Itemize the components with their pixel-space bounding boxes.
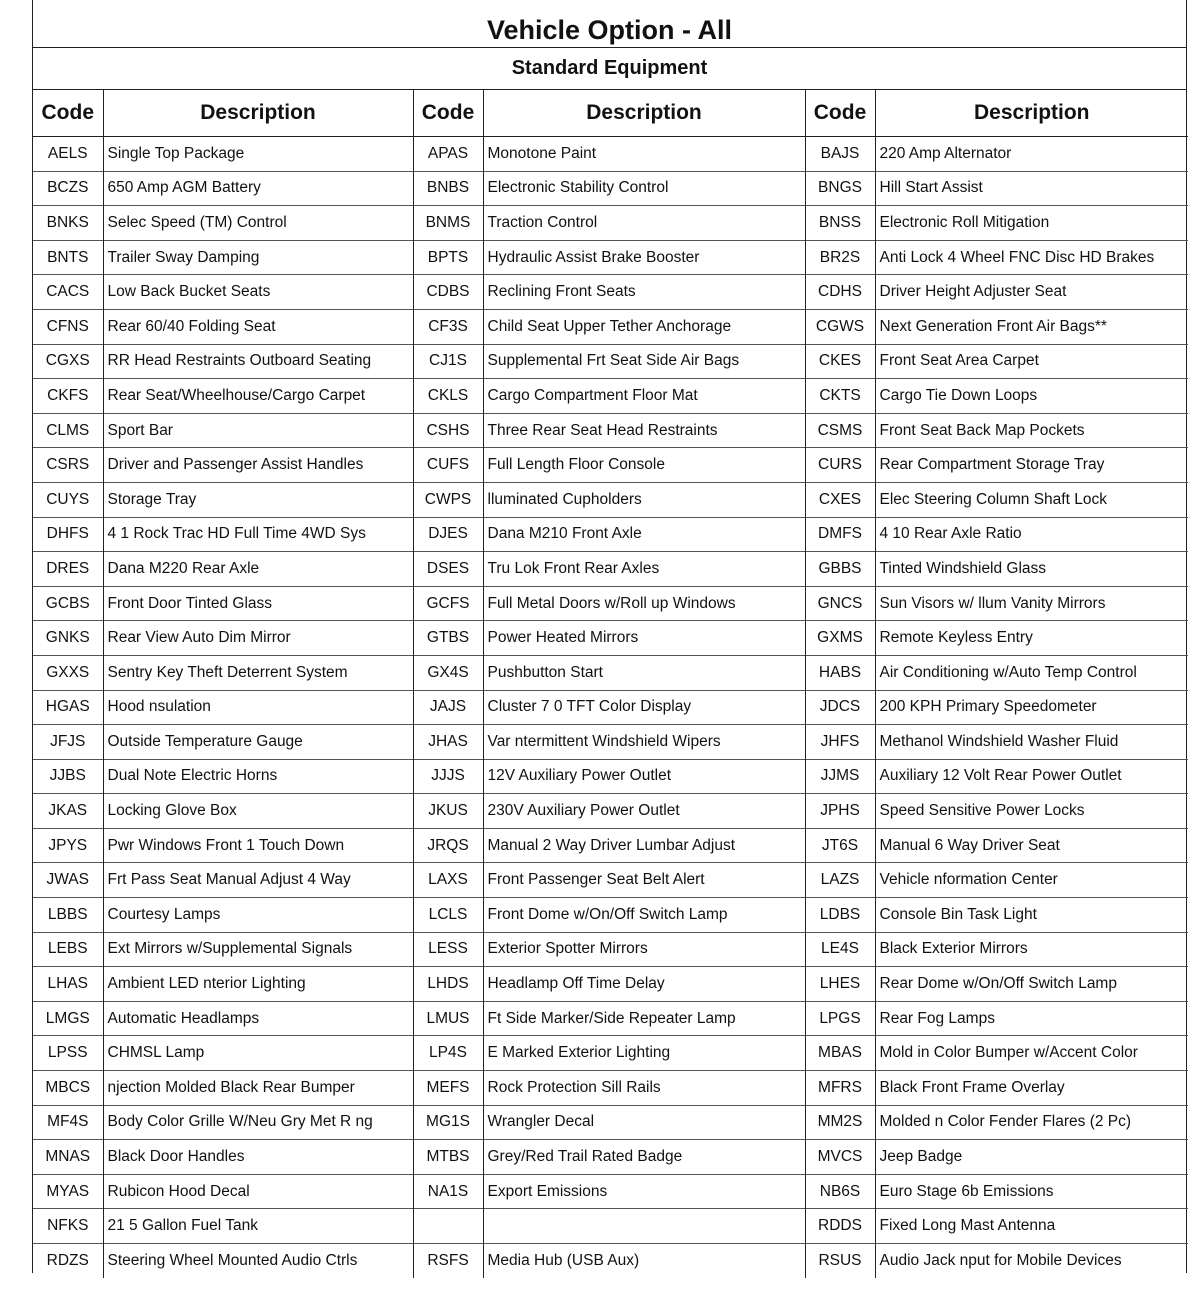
option-code: CGXS — [33, 344, 103, 379]
option-code: CXES — [805, 482, 875, 517]
option-code: LAZS — [805, 863, 875, 898]
option-code: LP4S — [413, 1036, 483, 1071]
option-code: JDCS — [805, 690, 875, 725]
option-code: HABS — [805, 655, 875, 690]
option-code: CFNS — [33, 309, 103, 344]
option-description: Ext Mirrors w/Supplemental Signals — [103, 932, 413, 967]
option-description: Export Emissions — [483, 1174, 805, 1209]
option-description: Tru Lok Front Rear Axles — [483, 552, 805, 587]
option-description: Driver and Passenger Assist Handles — [103, 448, 413, 483]
header-row — [33, 90, 1188, 137]
table-row — [33, 759, 1188, 794]
option-description: Headlamp Off Time Delay — [483, 967, 805, 1002]
option-description: Full Length Floor Console — [483, 448, 805, 483]
option-code: BNMS — [413, 206, 483, 241]
title-row — [33, 0, 1186, 48]
table-row — [33, 655, 1188, 690]
option-description: Black Exterior Mirrors — [875, 932, 1188, 967]
code-header: Code — [413, 90, 483, 137]
option-code: RSUS — [805, 1244, 875, 1278]
option-description: Media Hub (USB Aux) — [483, 1244, 805, 1278]
option-code: GCBS — [33, 586, 103, 621]
page-title: Vehicle Option - All — [486, 15, 733, 45]
option-description: Electronic Roll Mitigation — [875, 206, 1188, 241]
table-row — [33, 863, 1188, 898]
table-row — [33, 1071, 1188, 1106]
table-row — [33, 344, 1188, 379]
option-code: LMGS — [33, 1001, 103, 1036]
option-description: Rear Fog Lamps — [875, 1001, 1188, 1036]
table-row — [33, 171, 1188, 206]
option-description: Jeep Badge — [875, 1140, 1188, 1175]
option-description: Rear View Auto Dim Mirror — [103, 621, 413, 656]
table-row — [33, 932, 1188, 967]
option-description: Low Back Bucket Seats — [103, 275, 413, 310]
option-description: Speed Sensitive Power Locks — [875, 794, 1188, 829]
option-code: BR2S — [805, 240, 875, 275]
option-code: GCFS — [413, 586, 483, 621]
option-code: NFKS — [33, 1209, 103, 1244]
option-code: BNBS — [413, 171, 483, 206]
table-row — [33, 413, 1188, 448]
option-description: 4 10 Rear Axle Ratio — [875, 517, 1188, 552]
table-row — [33, 1209, 1188, 1244]
option-description: E Marked Exterior Lighting — [483, 1036, 805, 1071]
option-description: Wrangler Decal — [483, 1105, 805, 1140]
option-description — [483, 1209, 805, 1244]
option-description: Euro Stage 6b Emissions — [875, 1174, 1188, 1209]
option-description: RR Head Restraints Outboard Seating — [103, 344, 413, 379]
option-code: DJES — [413, 517, 483, 552]
option-description: Trailer Sway Damping — [103, 240, 413, 275]
option-description: Body Color Grille W/Neu Gry Met R ng — [103, 1105, 413, 1140]
option-description: 12V Auxiliary Power Outlet — [483, 759, 805, 794]
option-code: LCLS — [413, 898, 483, 933]
option-description: Storage Tray — [103, 482, 413, 517]
option-description: Supplemental Frt Seat Side Air Bags — [483, 344, 805, 379]
description-header: Description — [103, 90, 413, 137]
option-code: CJ1S — [413, 344, 483, 379]
table-row — [33, 552, 1188, 587]
option-description: Selec Speed (TM) Control — [103, 206, 413, 241]
option-description: Single Top Package — [103, 137, 413, 172]
table-row — [33, 482, 1188, 517]
option-code: JPYS — [33, 828, 103, 863]
option-description: Monotone Paint — [483, 137, 805, 172]
option-description: Child Seat Upper Tether Anchorage — [483, 309, 805, 344]
equipment-table — [33, 90, 1188, 1278]
option-description: Outside Temperature Gauge — [103, 725, 413, 760]
option-code: LBBS — [33, 898, 103, 933]
option-description: Full Metal Doors w/Roll up Windows — [483, 586, 805, 621]
option-code: CKTS — [805, 379, 875, 414]
option-description: Dana M220 Rear Axle — [103, 552, 413, 587]
option-code: DRES — [33, 552, 103, 587]
option-code — [413, 1209, 483, 1244]
table-row — [33, 448, 1188, 483]
option-description: 220 Amp Alternator — [879, 144, 1012, 162]
option-code: LESS — [413, 932, 483, 967]
option-code: LHES — [805, 967, 875, 1002]
option-description: Three Rear Seat Head Restraints — [483, 413, 805, 448]
option-description: Elec Steering Column Shaft Lock — [875, 482, 1188, 517]
option-description: Console Bin Task Light — [875, 898, 1188, 933]
option-description: Pushbutton Start — [483, 655, 805, 690]
table-row — [33, 240, 1188, 275]
option-code: JKAS — [33, 794, 103, 829]
option-code: LPGS — [805, 1001, 875, 1036]
option-code: JWAS — [33, 863, 103, 898]
option-code: DHFS — [33, 517, 103, 552]
option-code: GTBS — [413, 621, 483, 656]
document-sheet — [32, 0, 1187, 1273]
option-description: Sun Visors w/ llum Vanity Mirrors — [875, 586, 1188, 621]
option-description: Auxiliary 12 Volt Rear Power Outlet — [875, 759, 1188, 794]
option-description: Exterior Spotter Mirrors — [483, 932, 805, 967]
option-code: JJMS — [805, 759, 875, 794]
option-description: Mold in Color Bumper w/Accent Color — [875, 1036, 1188, 1071]
option-code: BNSS — [805, 206, 875, 241]
option-code: LAXS — [413, 863, 483, 898]
option-code: APAS — [413, 137, 483, 172]
option-description: Front Dome w/On/Off Switch Lamp — [483, 898, 805, 933]
option-description: Sport Bar — [103, 413, 413, 448]
option-description: Power Heated Mirrors — [483, 621, 805, 656]
option-code: DSES — [413, 552, 483, 587]
option-code: LHDS — [413, 967, 483, 1002]
option-description: Cargo Compartment Floor Mat — [483, 379, 805, 414]
option-description: Rubicon Hood Decal — [103, 1174, 413, 1209]
option-code: CKFS — [33, 379, 103, 414]
table-row — [33, 967, 1188, 1002]
option-code: BPTS — [413, 240, 483, 275]
option-description: Hood nsulation — [103, 690, 413, 725]
table-row — [33, 586, 1188, 621]
option-description: Hydraulic Assist Brake Booster — [483, 240, 805, 275]
option-description: Steering Wheel Mounted Audio Ctrls — [103, 1244, 413, 1278]
option-code: JJJS — [413, 759, 483, 794]
option-description: Cluster 7 0 TFT Color Display — [483, 690, 805, 725]
option-code: CSRS — [33, 448, 103, 483]
option-code: RSFS — [413, 1244, 483, 1278]
option-description: Methanol Windshield Washer Fluid — [875, 725, 1188, 760]
option-description: Air Conditioning w/Auto Temp Control — [875, 655, 1188, 690]
table-row — [33, 206, 1188, 241]
option-code: JRQS — [413, 828, 483, 863]
option-code: MEFS — [413, 1071, 483, 1106]
option-code: MBCS — [33, 1071, 103, 1106]
option-code: JHFS — [805, 725, 875, 760]
option-code: GNCS — [805, 586, 875, 621]
option-description: Rear Compartment Storage Tray — [875, 448, 1188, 483]
option-description: njection Molded Black Rear Bumper — [103, 1071, 413, 1106]
option-description: lluminated Cupholders — [483, 482, 805, 517]
option-description: Traction Control — [483, 206, 805, 241]
option-description: Rock Protection Sill Rails — [483, 1071, 805, 1106]
option-code: LEBS — [33, 932, 103, 967]
option-description: 21 5 Gallon Fuel Tank — [103, 1209, 413, 1244]
option-code: LDBS — [805, 898, 875, 933]
option-code: CSMS — [805, 413, 875, 448]
option-description: Front Seat Area Carpet — [875, 344, 1188, 379]
table-row — [33, 379, 1188, 414]
option-code: LE4S — [805, 932, 875, 967]
option-code: JHAS — [413, 725, 483, 760]
option-description: Front Door Tinted Glass — [103, 586, 413, 621]
option-description: Fixed Long Mast Antenna — [875, 1209, 1188, 1244]
option-code: GBBS — [805, 552, 875, 587]
option-description: Rear Seat/Wheelhouse/Cargo Carpet — [103, 379, 413, 414]
option-description: Driver Height Adjuster Seat — [875, 275, 1188, 310]
table-row — [33, 1244, 1188, 1278]
option-code: GXMS — [805, 621, 875, 656]
option-description: Tinted Windshield Glass — [875, 552, 1188, 587]
table-row — [33, 828, 1188, 863]
table-row — [33, 1036, 1188, 1071]
option-code: BCZS — [33, 171, 103, 206]
option-description: Grey/Red Trail Rated Badge — [483, 1140, 805, 1175]
option-code: NB6S — [805, 1174, 875, 1209]
option-code: CLMS — [33, 413, 103, 448]
option-code: CDHS — [805, 275, 875, 310]
option-description: Dana M210 Front Axle — [483, 517, 805, 552]
option-code: DMFS — [805, 517, 875, 552]
option-code: CUYS — [33, 482, 103, 517]
option-description: Cargo Tie Down Loops — [875, 379, 1188, 414]
option-code: BNTS — [33, 240, 103, 275]
option-code: BAJS — [805, 137, 875, 172]
table-row — [33, 517, 1188, 552]
table-row — [33, 621, 1188, 656]
subtitle-row — [33, 48, 1186, 90]
table-row — [33, 1140, 1188, 1175]
option-code: MYAS — [33, 1174, 103, 1209]
option-code: CDBS — [413, 275, 483, 310]
description-header: Description — [875, 90, 1188, 137]
table-row — [33, 690, 1188, 725]
option-code: CGWS — [805, 309, 875, 344]
option-description: Vehicle nformation Center — [875, 863, 1188, 898]
table-row — [33, 794, 1188, 829]
option-code: LHAS — [33, 967, 103, 1002]
option-description: Next Generation Front Air Bags** — [875, 309, 1188, 344]
option-description: 4 1 Rock Trac HD Full Time 4WD Sys — [103, 517, 413, 552]
option-description: Courtesy Lamps — [103, 898, 413, 933]
code-header: Code — [33, 90, 103, 137]
option-description: CHMSL Lamp — [103, 1036, 413, 1071]
option-description: Frt Pass Seat Manual Adjust 4 Way — [103, 863, 413, 898]
option-code: CURS — [805, 448, 875, 483]
option-code: CF3S — [413, 309, 483, 344]
option-description: Rear 60/40 Folding Seat — [103, 309, 413, 344]
option-code: MG1S — [413, 1105, 483, 1140]
option-code: JKUS — [413, 794, 483, 829]
option-description: Black Door Handles — [103, 1140, 413, 1175]
table-row — [33, 898, 1188, 933]
option-code: RDZS — [33, 1244, 103, 1278]
option-code: MFRS — [805, 1071, 875, 1106]
option-description: Remote Keyless Entry — [875, 621, 1188, 656]
option-description: Front Seat Back Map Pockets — [875, 413, 1188, 448]
option-description: 650 Amp AGM Battery — [103, 171, 413, 206]
option-code: HGAS — [33, 690, 103, 725]
option-description: Anti Lock 4 Wheel FNC Disc HD Brakes — [875, 240, 1188, 275]
table-row — [33, 275, 1188, 310]
option-description: Pwr Windows Front 1 Touch Down — [103, 828, 413, 863]
option-description: Audio Jack nput for Mobile Devices — [875, 1244, 1188, 1278]
option-description: Manual 6 Way Driver Seat — [875, 828, 1188, 863]
option-code: JAJS — [413, 690, 483, 725]
option-code: AELS — [33, 137, 103, 172]
option-code: RDDS — [805, 1209, 875, 1244]
option-code: CSHS — [413, 413, 483, 448]
description-header: Description — [483, 90, 805, 137]
option-description: Var ntermittent Windshield Wipers — [483, 725, 805, 760]
option-code: CKES — [805, 344, 875, 379]
option-description: 200 KPH Primary Speedometer — [875, 690, 1188, 725]
option-code: BNGS — [805, 171, 875, 206]
option-code: MVCS — [805, 1140, 875, 1175]
option-code: JJBS — [33, 759, 103, 794]
option-description: Hill Start Assist — [875, 171, 1188, 206]
code-header: Code — [805, 90, 875, 137]
table-row — [33, 309, 1188, 344]
option-description: Electronic Stability Control — [483, 171, 805, 206]
option-code: CWPS — [413, 482, 483, 517]
option-code: MM2S — [805, 1105, 875, 1140]
table-row — [33, 1174, 1188, 1209]
option-description: Ft Side Marker/Side Repeater Lamp — [483, 1001, 805, 1036]
option-code: MTBS — [413, 1140, 483, 1175]
table-row — [33, 725, 1188, 760]
option-code: BNKS — [33, 206, 103, 241]
option-code: CUFS — [413, 448, 483, 483]
option-description: Front Passenger Seat Belt Alert — [483, 863, 805, 898]
option-code: CKLS — [413, 379, 483, 414]
table-row — [33, 1001, 1188, 1036]
option-description: Sentry Key Theft Deterrent System — [103, 655, 413, 690]
section-subtitle: Standard Equipment — [511, 57, 708, 79]
option-code: JT6S — [805, 828, 875, 863]
option-code: MBAS — [805, 1036, 875, 1071]
option-code: NA1S — [413, 1174, 483, 1209]
option-code: GXXS — [33, 655, 103, 690]
option-code: GNKS — [33, 621, 103, 656]
option-code: MF4S — [33, 1105, 103, 1140]
option-code: JFJS — [33, 725, 103, 760]
table-body — [33, 137, 1188, 1278]
option-code: JPHS — [805, 794, 875, 829]
option-code: LPSS — [33, 1036, 103, 1071]
option-description: 230V Auxiliary Power Outlet — [483, 794, 805, 829]
option-code: MNAS — [33, 1140, 103, 1175]
option-code: LMUS — [413, 1001, 483, 1036]
option-code: GX4S — [413, 655, 483, 690]
option-description: Molded n Color Fender Flares (2 Pc) — [875, 1105, 1188, 1140]
option-description: Ambient LED nterior Lighting — [103, 967, 413, 1002]
option-description: Black Front Frame Overlay — [875, 1071, 1188, 1106]
table-row — [33, 137, 1188, 172]
option-description: Automatic Headlamps — [103, 1001, 413, 1036]
option-description: Dual Note Electric Horns — [103, 759, 413, 794]
option-description: Reclining Front Seats — [483, 275, 805, 310]
option-code: CACS — [33, 275, 103, 310]
option-description: Locking Glove Box — [103, 794, 413, 829]
option-description: Rear Dome w/On/Off Switch Lamp — [875, 967, 1188, 1002]
option-description: Manual 2 Way Driver Lumbar Adjust — [483, 828, 805, 863]
table-row — [33, 1105, 1188, 1140]
